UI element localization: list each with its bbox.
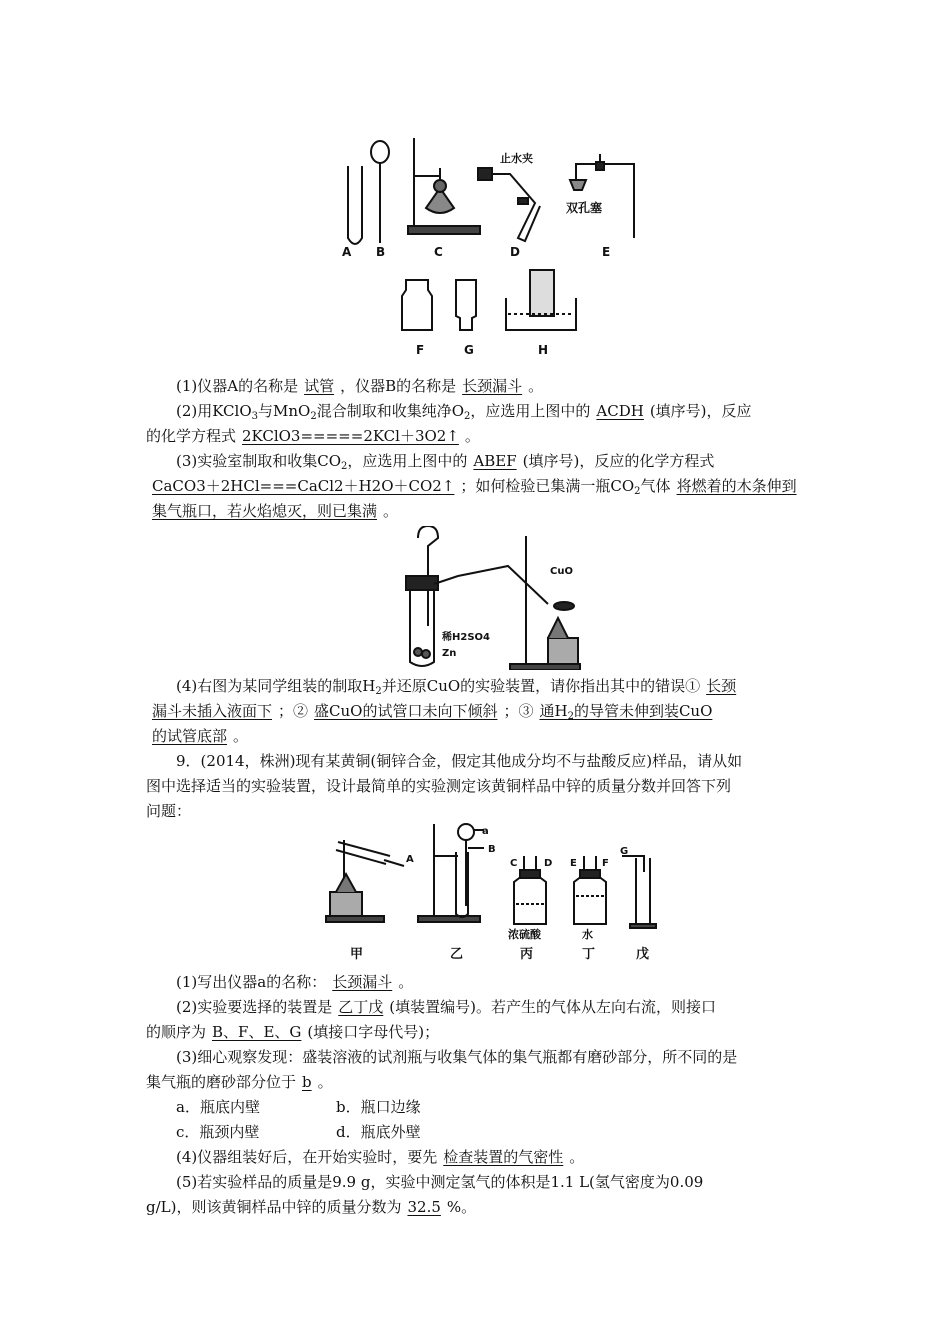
label-c: C bbox=[434, 245, 443, 259]
zn-tag: Zn bbox=[442, 648, 457, 659]
q9-part5-line2: g/L)，则该黄铜样品中锌的质量分数为 32.5 %。 bbox=[146, 1198, 477, 1216]
option-c: c．瓶颈内壁 bbox=[176, 1123, 260, 1141]
bottle-f bbox=[402, 280, 432, 330]
svg-text:E: E bbox=[570, 858, 577, 869]
label-e: E bbox=[602, 245, 611, 259]
water-tag: 水 bbox=[582, 928, 593, 941]
test-tube-a bbox=[348, 166, 362, 244]
cuo-tag: CuO bbox=[550, 566, 573, 577]
svg-text:F: F bbox=[602, 858, 609, 869]
q8-part1: (1)仪器A的名称是 试管 ，仪器B的名称是 长颈漏斗 。 bbox=[176, 377, 544, 395]
q9-part2-line2: 的顺序为 B、F、E、G (填接口字母代号)； bbox=[146, 1023, 440, 1041]
q9-part4: (4)仪器组装好后，在开始实验时，要先 检查装置的气密性 。 bbox=[176, 1148, 585, 1166]
q9-intro-line3: 问题： bbox=[146, 802, 192, 820]
svg-text:D: D bbox=[544, 858, 553, 869]
name-bing: 丙 bbox=[520, 947, 534, 962]
svg-text:G: G bbox=[620, 846, 629, 857]
q8-part4-line2: 漏斗未插入液面下 ；② 盛CuO的试管口未向下倾斜 ；③ 通$H_2$的导管未伸到装CuO bbox=[152, 702, 713, 722]
svg-text:a: a bbox=[482, 826, 489, 837]
q8-part2-line2: 的化学方程式 2KClO3=====2KCl＋3O2↑ 。 bbox=[146, 427, 480, 445]
q8-part4-line1: (4)右图为某同学组装的制取$H_2$并还原CuO的实验装置，请你指出其中的错误① 长颈 bbox=[176, 677, 737, 697]
svg-text:C: C bbox=[510, 858, 518, 869]
apparatus-bing bbox=[514, 856, 546, 924]
q9-part2-line1: (2)实验要选择的装置是 乙丁戊 (填装置编号)。若产生的气体从左向右流，则接口 bbox=[176, 998, 716, 1016]
name-wu: 戊 bbox=[636, 947, 650, 962]
apparatus-figure-2 bbox=[398, 526, 598, 670]
label-h: H bbox=[538, 343, 549, 357]
name-ding: 丁 bbox=[582, 947, 596, 962]
q8-part3-line3: 集气瓶口，若火焰熄灭，则已集满 。 bbox=[152, 502, 399, 520]
tube-d bbox=[478, 168, 540, 241]
label-f: F bbox=[416, 343, 425, 357]
apparatus-wu bbox=[622, 856, 656, 928]
apparatus-yi bbox=[418, 824, 484, 922]
apparatus-jia bbox=[326, 840, 404, 922]
label-g: G bbox=[464, 343, 474, 357]
svg-text:B: B bbox=[488, 844, 496, 855]
stand-c bbox=[408, 138, 480, 234]
stopper-e bbox=[570, 154, 634, 238]
acid-tag: 稀H2SO4 bbox=[442, 632, 490, 643]
q9-part1: (1)写出仪器a的名称： 长颈漏斗 。 bbox=[176, 973, 414, 991]
q8-part3-line2: CaCO3＋2HCl===CaCl2＋H2O＋CO2↑ ；如何检验已集满一瓶$CO_2$气体 将燃着的木条伸到 bbox=[152, 477, 797, 497]
svg-text:A: A bbox=[406, 854, 414, 865]
acid-tag: 浓硫酸 bbox=[508, 928, 541, 941]
apparatus-figure-1 bbox=[330, 128, 650, 358]
option-a: a．瓶底内壁 bbox=[176, 1098, 260, 1116]
q8-part4-line3: 的试管底部 。 bbox=[152, 727, 249, 745]
q9-part5-line1: (5)若实验样品的质量是9.9 g，实验中测定氢气的体积是1.1 L(氢气密度为0.09 bbox=[176, 1173, 704, 1191]
q9-part3-line1: (3)细心观察发现：盛装溶液的试剂瓶与收集气体的集气瓶都有磨砂部分，所不同的是 bbox=[176, 1048, 738, 1066]
q9-intro-line1: 9．(2014，株洲)现有某黄铜(铜锌合金，假定其他成分均不与盐酸反应)样品，请从如 bbox=[176, 752, 743, 770]
label-b: B bbox=[376, 245, 386, 259]
q8-part2-line1: (2)用KClO$_3$与MnO$_2$混合制取和收集纯净$O_2$，应选用上图中的 ACDH (填序号)，反应 bbox=[176, 402, 752, 422]
label-d: D bbox=[510, 245, 520, 259]
q8-part3-line1: (3)实验室制取和收集$CO_2$，应选用上图中的 ABEF (填序号)，反应的化学方程式 bbox=[176, 452, 715, 472]
clamp-tag: 止水夹 bbox=[500, 152, 533, 165]
label-a: A bbox=[342, 245, 352, 259]
q9-part3-line2: 集气瓶的磨砂部分位于 b 。 bbox=[146, 1073, 333, 1091]
q9-intro-line2: 图中选择适当的实验装置，设计最简单的实验测定该黄铜样品中锌的质量分数并回答下列 bbox=[146, 777, 732, 795]
option-b: b．瓶口边缘 bbox=[336, 1098, 421, 1116]
funnel-b bbox=[371, 141, 389, 243]
bottle-g bbox=[456, 280, 476, 330]
stopper-tag: 双孔塞 bbox=[566, 201, 603, 215]
option-d: d．瓶底外壁 bbox=[336, 1123, 421, 1141]
name-jia: 甲 bbox=[350, 947, 364, 962]
apparatus-figure-3 bbox=[324, 820, 664, 966]
name-yi: 乙 bbox=[450, 947, 464, 962]
trough-h bbox=[506, 270, 576, 330]
